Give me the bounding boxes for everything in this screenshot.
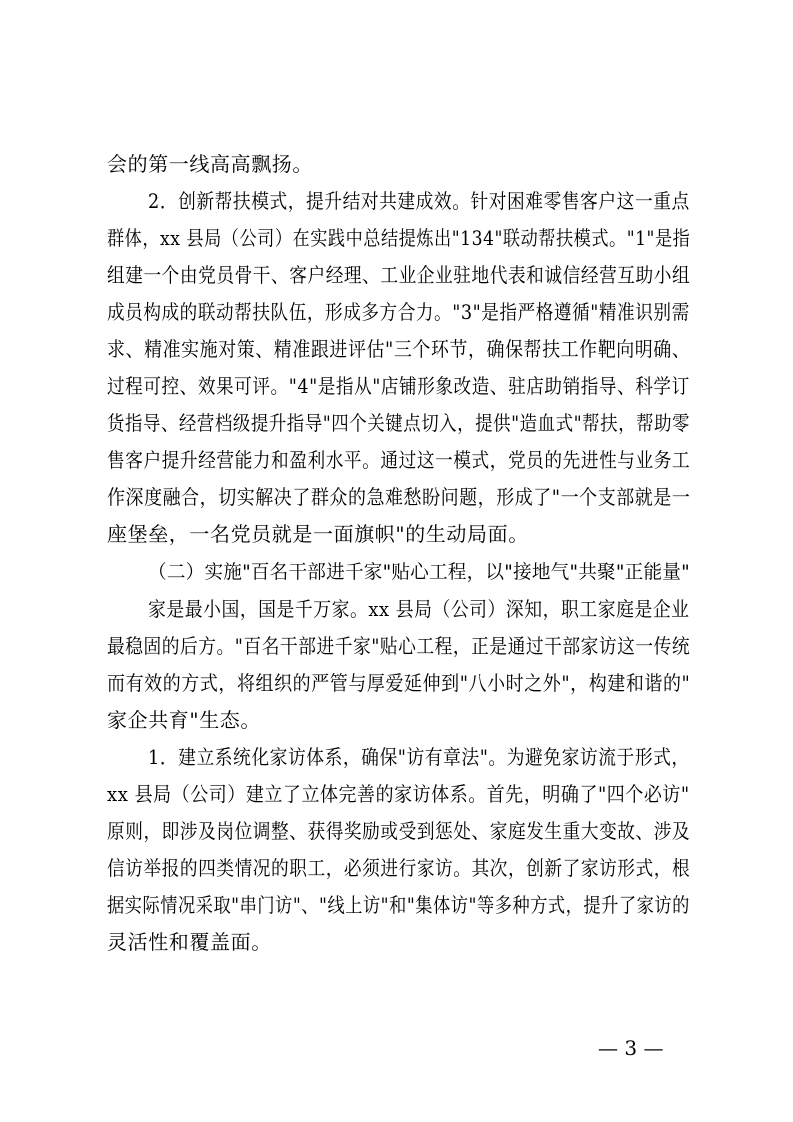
paragraph-line: 组建一个由党员骨干、客户经理、工业企业驻地代表和诚信经营互助小组 <box>107 263 691 287</box>
paragraph-line: 最稳固的后方。"百名干部进千家"贴心工程，正是通过干部家访这一传统 <box>107 634 691 658</box>
paragraph-line: xx 县局（公司）建立了立体完善的家访体系。首先，明确了"四个必访" <box>107 782 690 806</box>
paragraph-line: 而有效的方式，将组织的严管与厚爱延伸到"八小时之外"，构建和谐的" <box>107 671 691 695</box>
paragraph-line: 成员构成的联动帮扶队伍，形成多方合力。"3"是指严格遵循"精准识别需 <box>107 300 690 324</box>
page-number: — 3 — <box>598 1036 664 1060</box>
paragraph-line: 售客户提升经营能力和盈利水平。通过这一模式，党员的先进性与业务工 <box>107 448 691 472</box>
paragraph-line: 货指导、经营档级提升指导"四个关键点切入，提供"造血式"帮扶，帮助零 <box>107 411 691 435</box>
section-heading: （二）实施"百名干部进千家"贴心工程，以"接地气"共聚"正能量" <box>148 561 690 583</box>
paragraph-line: 过程可控、效果可评。"4"是指从"店铺形象改造、驻店助销指导、科学订 <box>107 374 690 398</box>
paragraph-line: 求、精准实施对策、精准跟进评估"三个环节，确保帮扶工作靶向明确、 <box>107 337 691 361</box>
paragraph-line: 据实际情况采取"串门访"、"线上访"和"集体访"等多种方式，提升了家访的 <box>107 893 690 917</box>
paragraph-line: 2．创新帮扶模式，提升结对共建成效。针对困难零售客户这一重点 <box>148 189 690 213</box>
paragraph-line: 座堡垒，一名党员就是一面旗帜"的生动局面。 <box>107 522 529 546</box>
paragraph-line: 灵活性和覆盖面。 <box>107 930 272 954</box>
paragraph-line: 家是最小国，国是千万家。xx 县局（公司）深知，职工家庭是企业 <box>148 597 690 621</box>
paragraph-line: 会的第一线高高飘扬。 <box>107 152 313 176</box>
paragraph-line: 作深度融合，切实解决了群众的急难愁盼问题，形成了"一个支部就是一 <box>107 485 691 509</box>
paragraph-line: 群体，xx 县局（公司）在实践中总结提炼出"134"联动帮扶模式。"1"是指 <box>107 226 691 250</box>
paragraph-line: 1．建立系统化家访体系，确保"访有章法"。为避免家访流于形式， <box>148 745 690 769</box>
paragraph-line: 信访举报的四类情况的职工，必须进行家访。其次，创新了家访形式，根 <box>107 856 691 880</box>
paragraph-line: 家企共育"生态。 <box>107 708 261 732</box>
paragraph-line: 原则，即涉及岗位调整、获得奖励或受到惩处、家庭发生重大变故、涉及 <box>107 819 691 843</box>
